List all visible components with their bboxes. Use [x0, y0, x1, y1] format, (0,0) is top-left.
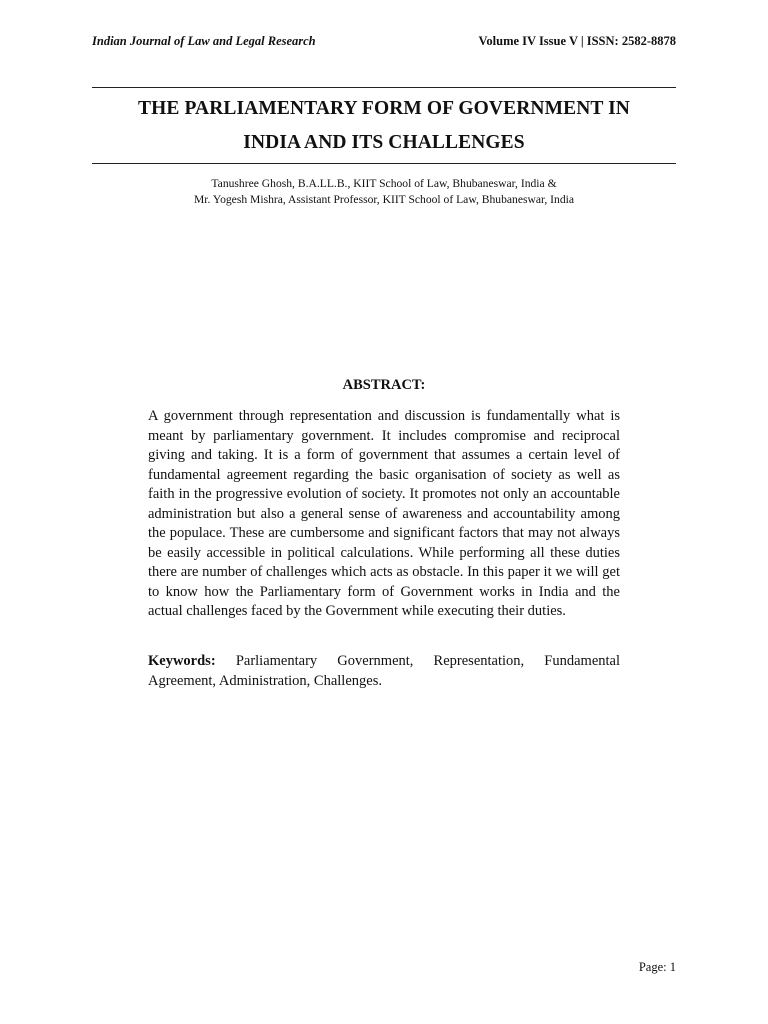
- author-block: [92, 176, 676, 208]
- author-line-2: Mr. Yogesh Mishra, Assistant Professor, KIIT School of Law, Bhubaneswar, India: [193, 193, 575, 206]
- paper-title-line-2: INDIA AND ITS CHALLENGES: [243, 132, 525, 153]
- title-top-rule: [92, 87, 676, 88]
- paper-title-line-1: THE PARLIAMENTARY FORM OF GOVERNMENT IN: [138, 98, 630, 119]
- abstract-body: A government through representation and discussion is fundamentally what is meant by parliamentary government. It includes compromise and reciprocal giving and taking. It is a form of government that assumes a certain level of fundamental agreement regarding the basic organisation of society as well as faith in the progressive evolution of society. It promotes not only an accountable administration but also a general sense of awareness and accountability among the populace. These are cumbersome and significant factors that may not always be easily accessible in political calculations. While performing all these duties there are number of challenges which acts as obstacle. In this paper it we will get to know how the Parliamentary form of Government works in India and the actual challenges faced by the Government while executing their duties.: [148, 408, 620, 619]
- keywords-paragraph: [148, 652, 620, 691]
- title-bottom-rule: [92, 163, 676, 164]
- paper-title: [92, 92, 676, 160]
- author-line-1: Tanushree Ghosh, B.A.LL.B., KIIT School of Law, Bhubaneswar, India &: [211, 177, 557, 190]
- keywords-text: Parliamentary Government, Representation, Fundamental Agreement, Administration, Challenges.: [148, 653, 620, 689]
- page-number: Page: 1: [638, 960, 676, 974]
- volume-issn: Volume IV Issue V | ISSN: 2582-8878: [478, 34, 676, 48]
- abstract-heading: ABSTRACT:: [342, 377, 426, 393]
- keywords-label: Keywords:: [148, 653, 216, 669]
- journal-name: Indian Journal of Law and Legal Research: [92, 34, 316, 48]
- running-header: [92, 34, 676, 52]
